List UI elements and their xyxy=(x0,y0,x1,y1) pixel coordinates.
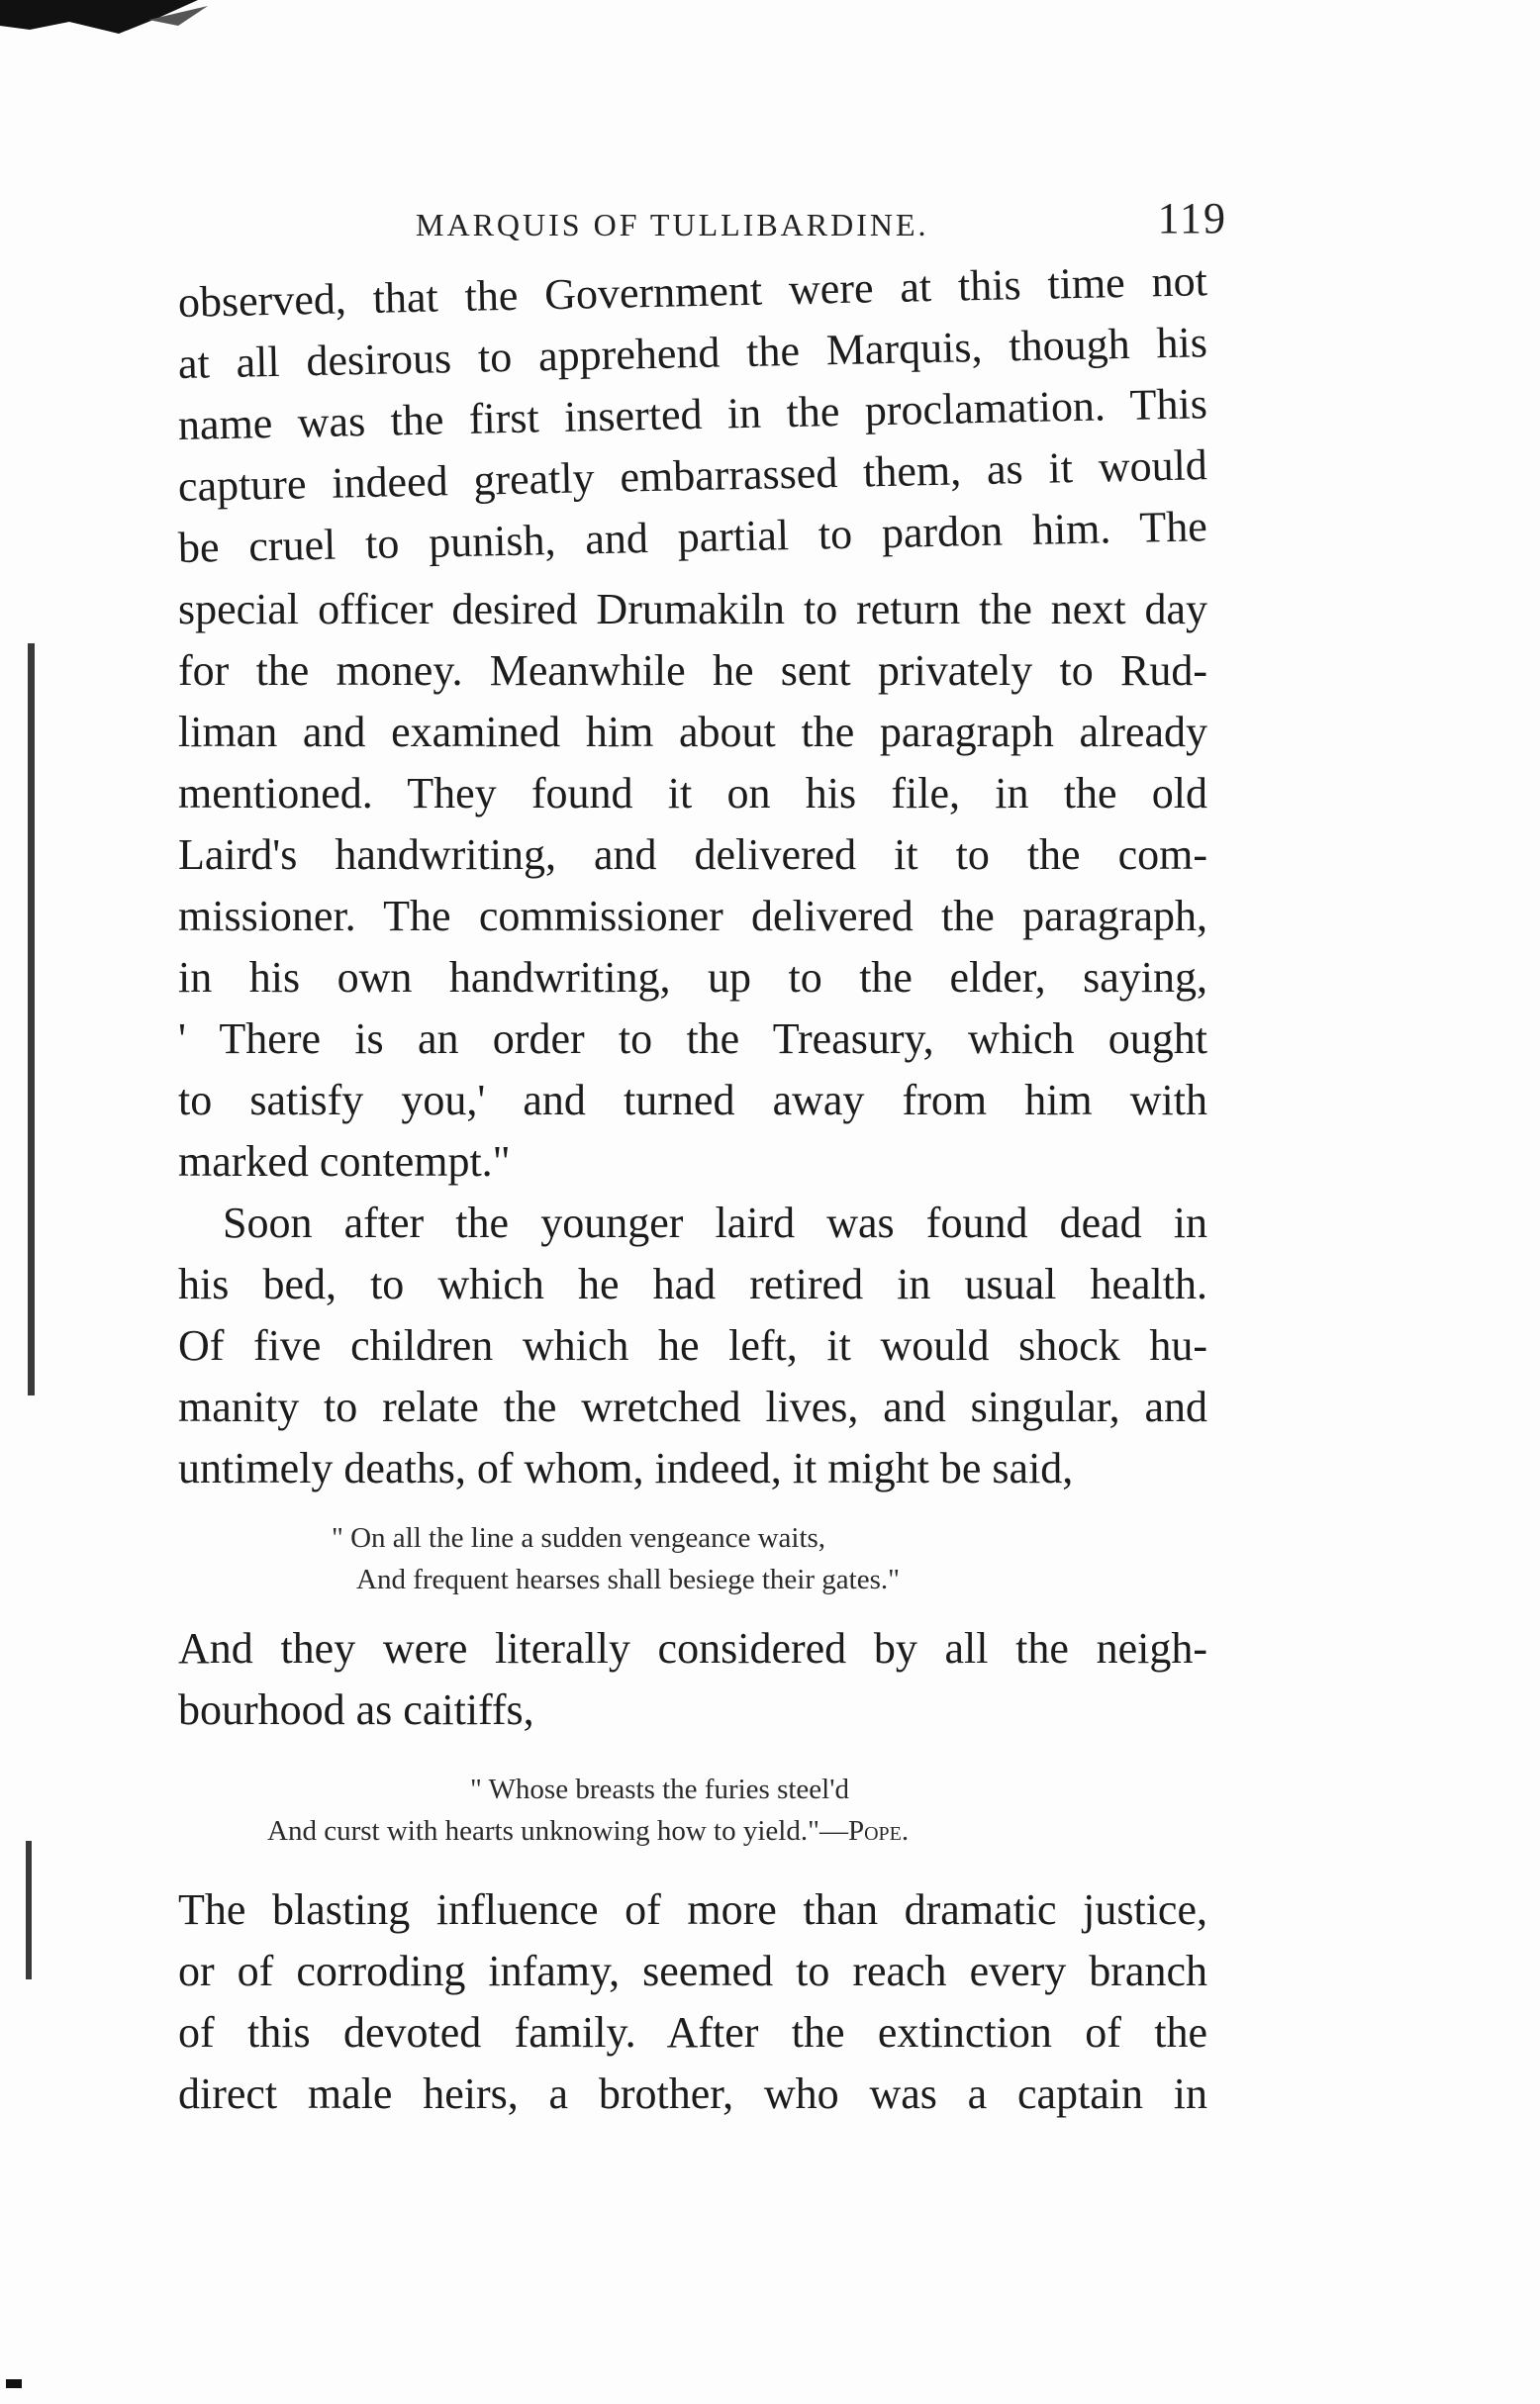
text-line: direct male heirs, a brother, who was a captain in xyxy=(178,2069,1207,2118)
text-line: of this devoted family. After the extinction of the xyxy=(178,2008,1207,2057)
body-text xyxy=(177,256,1208,2125)
text-line: special officer desired Drumakiln to return the next day xyxy=(178,585,1207,633)
text-line: observed, that the Government were at this time not xyxy=(177,256,1208,327)
text-line: capture indeed greatly embarrassed them, as it would xyxy=(177,440,1208,511)
text-line: ' There is an order to the Treasury, which ought xyxy=(178,1014,1207,1063)
text-line: Laird's handwriting, and delivered it to the com- xyxy=(178,830,1207,879)
text-line: untimely deaths, of whom, indeed, it might be said, xyxy=(178,1444,1074,1492)
page-number: 119 xyxy=(1157,194,1227,242)
text-line: for the money. Meanwhile he sent privately to Rud- xyxy=(178,646,1207,695)
verse-quotation xyxy=(178,1769,1207,1852)
text-line: in his own handwriting, up to the elder, saying, xyxy=(178,953,1207,1002)
text-line: manity to relate the wretched lives, and singular, and xyxy=(178,1383,1207,1431)
verse-text: And curst with hearts unknowing how to yield."— xyxy=(267,1815,848,1847)
text-line: be cruel to punish, and partial to pardon him. The xyxy=(177,502,1208,572)
scan-edge-mark xyxy=(26,1841,32,1979)
verse-line: " Whose breasts the furies steel'd xyxy=(470,1774,849,1805)
text-line: missioner. The commissioner delivered the paragraph, xyxy=(178,892,1207,940)
verse-line: " On all the line a sudden vengeance waits, xyxy=(332,1522,826,1554)
scan-corner-mark xyxy=(0,0,257,59)
text-line: at all desirous to apprehend the Marquis, though his xyxy=(177,318,1208,388)
text-line: mentioned. They found it on his file, in the old xyxy=(178,769,1207,817)
running-title: MARQUIS OF TULLIBARDINE. xyxy=(416,207,929,242)
paragraph xyxy=(177,256,1208,1193)
paragraph xyxy=(178,1879,1207,2125)
verse-line xyxy=(178,1810,1207,1852)
text-line: name was the first inserted in the proclamation. This xyxy=(177,379,1208,449)
verse-quotation xyxy=(178,1517,1207,1600)
text-line: The blasting influence of more than dramatic justice, xyxy=(178,1885,1207,1934)
text-line: bourhood as caitiffs, xyxy=(178,1685,534,1734)
page-header xyxy=(416,193,1227,252)
paragraph xyxy=(178,1193,1207,1499)
text-line: to satisfy you,' and turned away from him with xyxy=(178,1076,1207,1124)
paragraph xyxy=(178,1618,1207,1741)
scan-edge-mark xyxy=(6,2379,22,2388)
text-line: liman and examined him about the paragraph already xyxy=(178,708,1207,756)
text-line: marked contempt." xyxy=(178,1137,511,1186)
text-line: And they were literally considered by all the neigh- xyxy=(178,1624,1207,1673)
text-line: his bed, to which he had retired in usual health. xyxy=(178,1260,1207,1308)
text-line: or of corroding infamy, seemed to reach every branch xyxy=(178,1947,1207,1995)
text-line: Soon after the younger laird was found dead in xyxy=(223,1199,1207,1247)
verse-line: And frequent hearses shall besiege their gates." xyxy=(356,1564,900,1595)
scan-edge-mark xyxy=(28,643,35,1395)
text-line: Of five children which he left, it would shock hu- xyxy=(178,1321,1207,1370)
verse-attribution: Pope. xyxy=(847,1815,910,1847)
